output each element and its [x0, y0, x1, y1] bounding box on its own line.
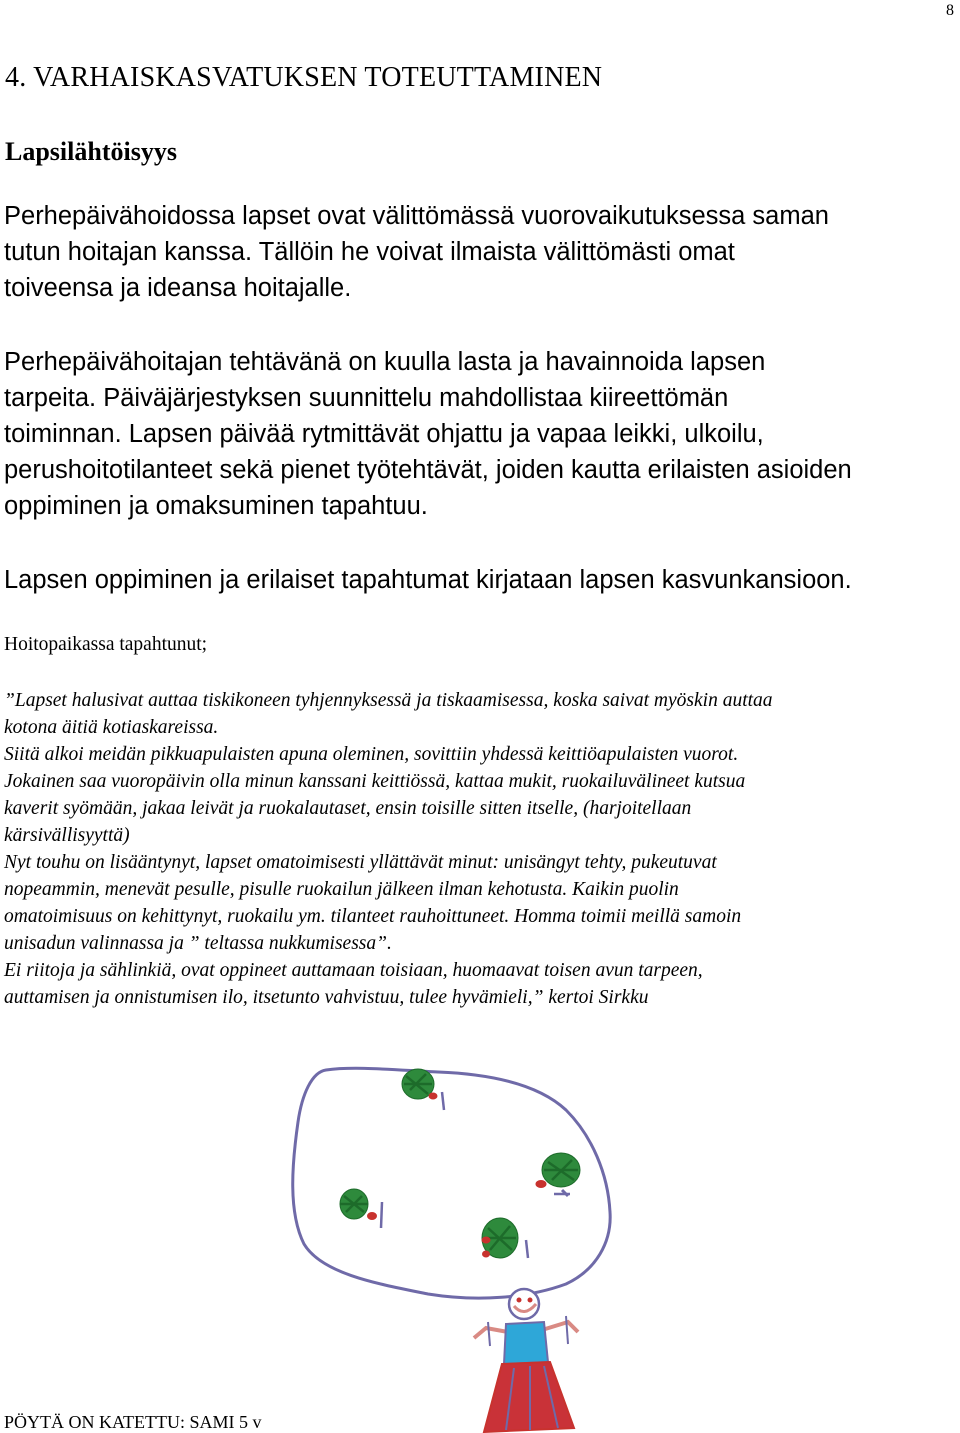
paragraph-growth-folder — [4, 562, 958, 598]
chapter-heading: 4. VARHAISKASVATUKSEN TOTEUTTAMINEN — [5, 62, 603, 93]
paragraph-line: tutun hoitajan kanssa. Tällöin he voivat ilmaista välittömästi omat — [4, 238, 735, 266]
section-heading: Lapsilähtöisyys — [5, 137, 177, 166]
quote-block — [4, 687, 958, 1011]
quote-line: Siitä alkoi meidän pikkuapulaisten apuna oleminen, sovittiin yhdessä keittiöapulaisten vuorot. — [4, 744, 739, 765]
paragraph-line: perushoitotilanteet sekä pienet työtehtävät, joiden kautta erilaisten asioiden — [4, 456, 852, 484]
child-figure — [474, 1289, 578, 1432]
paragraph-line: Lapsen oppiminen ja erilaiset tapahtumat kirjataan lapsen kasvunkansioon. — [4, 566, 852, 594]
quote-line: omatoimisuus on kehittynyt, ruokailu ym. tilanteet rauhoittuneet. Homma toimii meillä samoin — [4, 906, 742, 927]
paragraph-intro — [4, 198, 958, 306]
paragraph-line: Perhepäivähoitajan tehtävänä on kuulla lasta ja havainnoida lapsen — [4, 348, 766, 376]
plate-2 — [536, 1153, 580, 1196]
quote-line: auttamisen ja onnistumisen ilo, itsetunto vahvistuu, tulee hyvämieli,” kertoi Sirkku — [4, 987, 649, 1008]
quote-line: ”Lapset halusivat auttaa tiskikoneen tyhjennyksessä ja tiskaamisessa, koska saivat myöskin auttaa — [4, 690, 773, 711]
child-drawing — [278, 1062, 646, 1433]
quote-line: kärsivällisyyttä) — [4, 825, 130, 846]
quote-line: Nyt touhu on lisääntynyt, lapset omatoimisesti yllättävät minut: unisängyt tehty, pukeutuvat — [4, 852, 717, 873]
quote-line: kaverit syömään, jakaa leivät ja ruokalautaset, ensin toisille sitten itselle, (harjoitellaan — [4, 798, 692, 819]
paragraph-line: Perhepäivähoidossa lapset ovat välittömässä vuorovaikutuksessa saman — [4, 202, 829, 230]
quote-line: Ei riitoja ja sählinkiä, ovat oppineet auttamaan toisiaan, huomaavat toisen avun tarpeen, — [4, 960, 703, 981]
quote-line: nopeammin, menevät pesulle, pisulle ruokailun jälkeen ilman kehotusta. Kaikin puolin — [4, 879, 679, 900]
drawing-caption: PÖYTÄ ON KATETTU: SAMI 5 v — [4, 1412, 262, 1432]
quote-line: Jokainen saa vuoropäivin olla minun kanssani keittiössä, kattaa mukit, ruokailuvälineet kutsua — [4, 771, 746, 792]
paragraph-line: oppiminen ja omaksuminen tapahtuu. — [4, 492, 428, 520]
quote-intro: Hoitopaikassa tapahtunut; — [4, 634, 208, 655]
page-number: 8 — [946, 2, 954, 19]
plate-1 — [402, 1069, 444, 1110]
plate-3 — [340, 1189, 382, 1228]
plate-4 — [482, 1218, 528, 1258]
paragraph-caregiver-role — [4, 344, 958, 524]
paragraph-line: toiveensa ja ideansa hoitajalle. — [4, 274, 352, 302]
quote-line: kotona äitiä kotiaskareissa. — [4, 717, 219, 738]
paragraph-line: tarpeita. Päiväjärjestyksen suunnittelu mahdollistaa kiireettömän — [4, 384, 729, 412]
quote-line: unisadun valinnassa ja ” teltassa nukkumisessa”. — [4, 933, 392, 954]
paragraph-line: toiminnan. Lapsen päivää rytmittävät ohjattu ja vapaa leikki, ulkoilu, — [4, 420, 764, 448]
